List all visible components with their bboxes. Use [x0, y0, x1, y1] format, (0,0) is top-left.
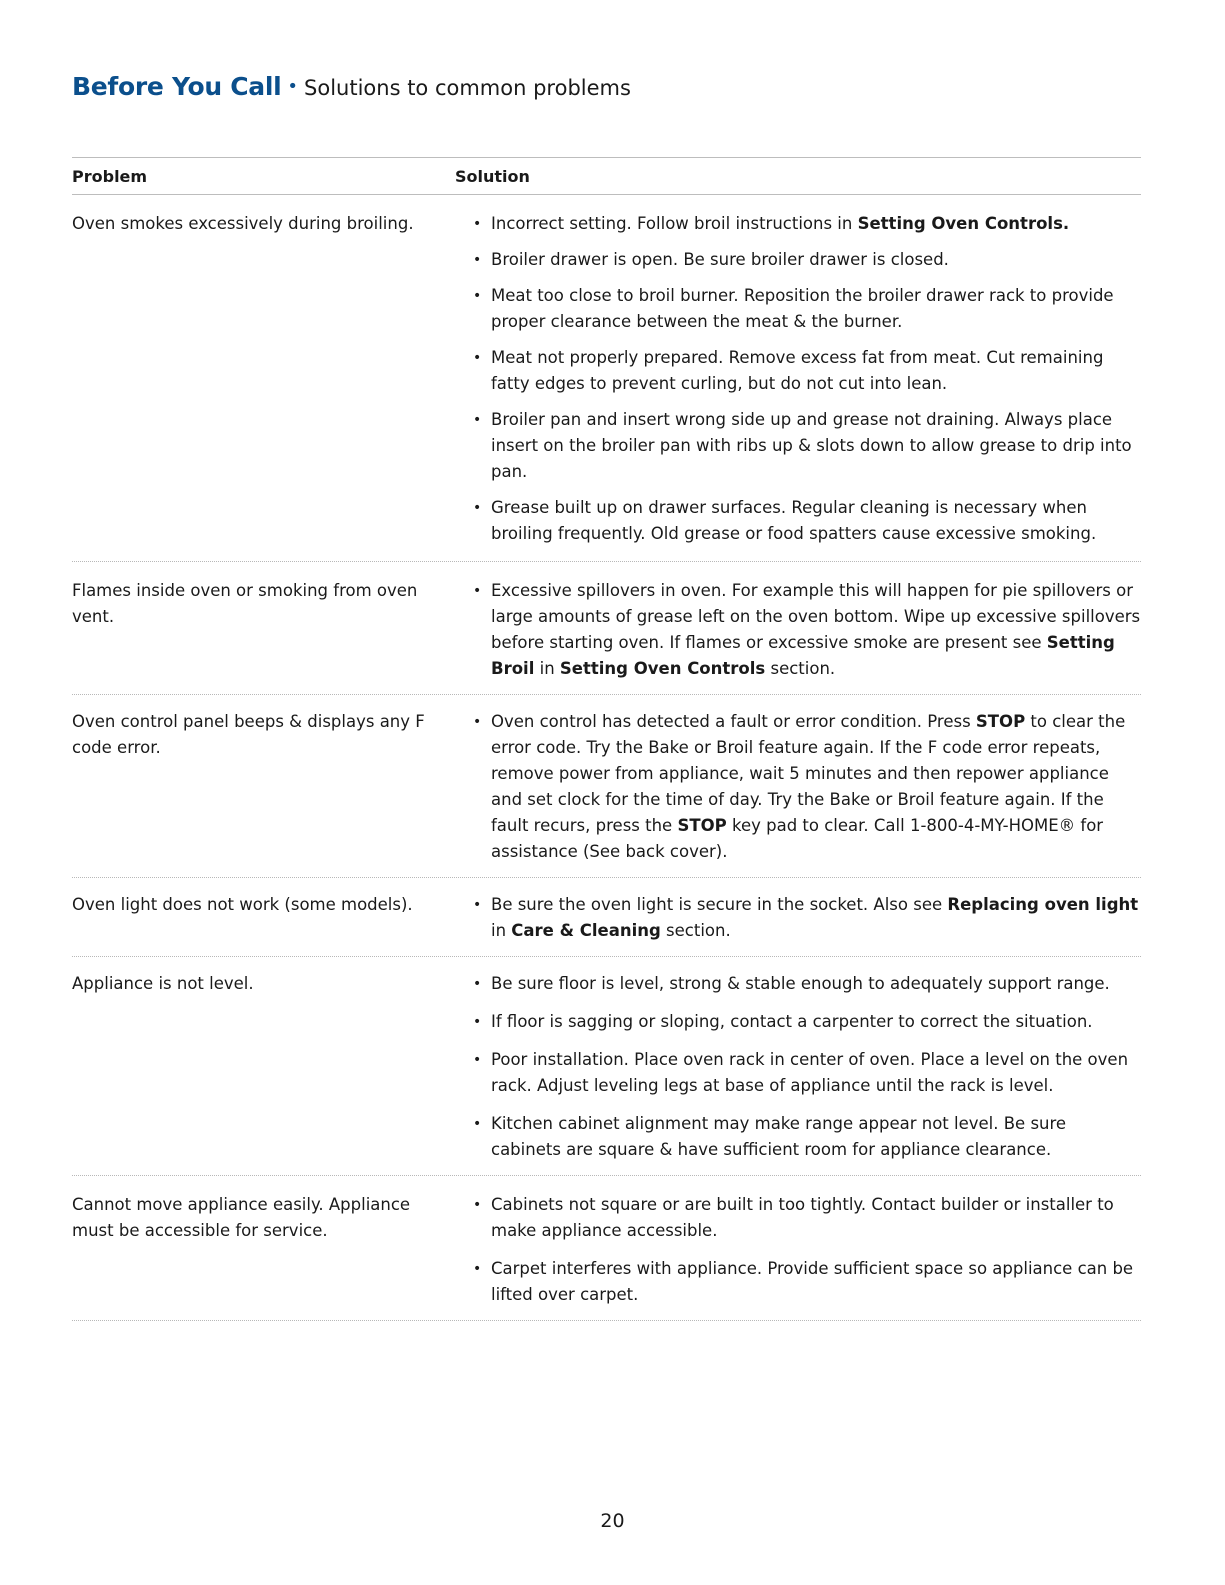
- solution-emphasis: Setting Broil: [491, 633, 1115, 678]
- problem-cell: Cannot move appliance easily. Appliance must be accessible for service.: [72, 1195, 411, 1240]
- solution-item: [473, 971, 1141, 997]
- column-header-solution: Solution: [455, 166, 530, 186]
- solution-text: key pad to clear. Call 1-800-4-MY-HOME® for assistance (See back cover).: [491, 816, 1104, 861]
- problem-cell: Oven light does not work (some models).: [72, 895, 413, 914]
- table-row: [72, 562, 1141, 695]
- solution-item: [473, 283, 1141, 335]
- solution-item: [473, 1009, 1141, 1035]
- solution-text: If floor is sagging or sloping, contact a carpenter to correct the situation.: [491, 1012, 1093, 1031]
- solution-item: [473, 407, 1141, 485]
- problem-cell: Appliance is not level.: [72, 974, 254, 993]
- solution-item: [473, 345, 1141, 397]
- solution-item: [473, 495, 1141, 547]
- solution-emphasis: Replacing oven light: [947, 895, 1139, 914]
- solution-cell: [455, 709, 1141, 865]
- solution-emphasis: Setting Oven Controls.: [857, 214, 1070, 233]
- solution-text: section.: [765, 659, 836, 678]
- solution-cell: [455, 211, 1141, 547]
- page-number: 20: [600, 1510, 625, 1532]
- solution-emphasis: STOP: [975, 712, 1026, 731]
- solution-text: section.: [660, 921, 731, 940]
- problem-cell: Oven control panel beeps & displays any F code error.: [72, 712, 425, 757]
- solution-text: Grease built up on drawer surfaces. Regular cleaning is necessary when broiling frequently. Old grease or food spatters cause excessive smoking.: [491, 498, 1097, 543]
- table-row: [72, 695, 1141, 878]
- solution-text: Excessive spillovers in oven. For example this will happen for pie spillovers or large amounts of grease left on the oven bottom. Wipe up excessive spillovers before starting oven. If flames or excessive smoke are present see: [491, 581, 1141, 652]
- table-row: [72, 957, 1141, 1176]
- solution-cell: [455, 971, 1141, 1163]
- solution-text: Broiler drawer is open. Be sure broiler drawer is closed.: [491, 250, 949, 269]
- solution-text: Meat not properly prepared. Remove excess fat from meat. Cut remaining fatty edges to prevent curling, but do not cut into lean.: [491, 348, 1104, 393]
- solution-item: [473, 892, 1141, 944]
- troubleshooting-table: [72, 157, 1141, 1321]
- page-title: Before You Call: [72, 72, 282, 101]
- solution-emphasis: Setting Oven Controls: [559, 659, 766, 678]
- table-row: [72, 878, 1141, 957]
- solution-text: to clear the error code. Try the Bake or Broil feature again. If the F code error repeats, remove power from appliance, wait 5 minutes and then repower appliance and set clock for the time of day. Try the Bake or Broil feature again. If the fault recurs, press the: [491, 712, 1126, 835]
- solution-text: Meat too close to broil burner. Reposition the broiler drawer rack to provide proper clearance between the meat & the burner.: [491, 286, 1114, 331]
- solution-item: [473, 1047, 1141, 1099]
- solution-emphasis: Care & Cleaning: [511, 921, 661, 940]
- solution-text: in: [534, 659, 560, 678]
- solution-text: Poor installation. Place oven rack in center of oven. Place a level on the oven rack. Adjust leveling legs at base of appliance until the rack is level.: [491, 1050, 1129, 1095]
- table-row: [72, 1176, 1141, 1321]
- table-body: [72, 195, 1141, 1321]
- solution-text: Carpet interferes with appliance. Provide sufficient space so appliance can be lifted over carpet.: [491, 1259, 1134, 1304]
- problem-cell: Flames inside oven or smoking from oven vent.: [72, 581, 418, 626]
- page-header: [72, 72, 631, 101]
- page-subtitle: Solutions to common problems: [304, 76, 631, 100]
- solution-text: in: [491, 921, 512, 940]
- solution-item: [473, 1192, 1141, 1244]
- solution-text: Kitchen cabinet alignment may make range appear not level. Be sure cabinets are square & have sufficient room for appliance clearance.: [491, 1114, 1067, 1159]
- solution-text: Be sure floor is level, strong & stable enough to adequately support range.: [491, 974, 1110, 993]
- problem-cell: Oven smokes excessively during broiling.: [72, 214, 414, 233]
- solution-item: [473, 211, 1141, 237]
- solution-item: [473, 578, 1141, 682]
- solution-text: Cabinets not square or are built in too tightly. Contact builder or installer to make appliance accessible.: [491, 1195, 1114, 1240]
- solution-cell: [455, 892, 1141, 944]
- solution-text: Oven control has detected a fault or error condition. Press: [491, 712, 976, 731]
- solution-cell: [455, 1192, 1141, 1308]
- solution-item: [473, 709, 1141, 865]
- solution-text: Be sure the oven light is secure in the socket. Also see: [491, 895, 948, 914]
- solution-item: [473, 247, 1141, 273]
- title-separator: •: [287, 76, 299, 97]
- table-header: [72, 158, 1141, 195]
- solution-item: [473, 1111, 1141, 1163]
- solution-item: [473, 1256, 1141, 1308]
- solution-text: Incorrect setting. Follow broil instructions in: [491, 214, 858, 233]
- table-row: [72, 195, 1141, 562]
- column-header-problem: Problem: [72, 166, 148, 186]
- solution-cell: [455, 578, 1141, 682]
- solution-emphasis: STOP: [677, 816, 727, 835]
- solution-text: Broiler pan and insert wrong side up and grease not draining. Always place insert on the broiler pan with ribs up & slots down to allow grease to drip into pan.: [491, 410, 1132, 481]
